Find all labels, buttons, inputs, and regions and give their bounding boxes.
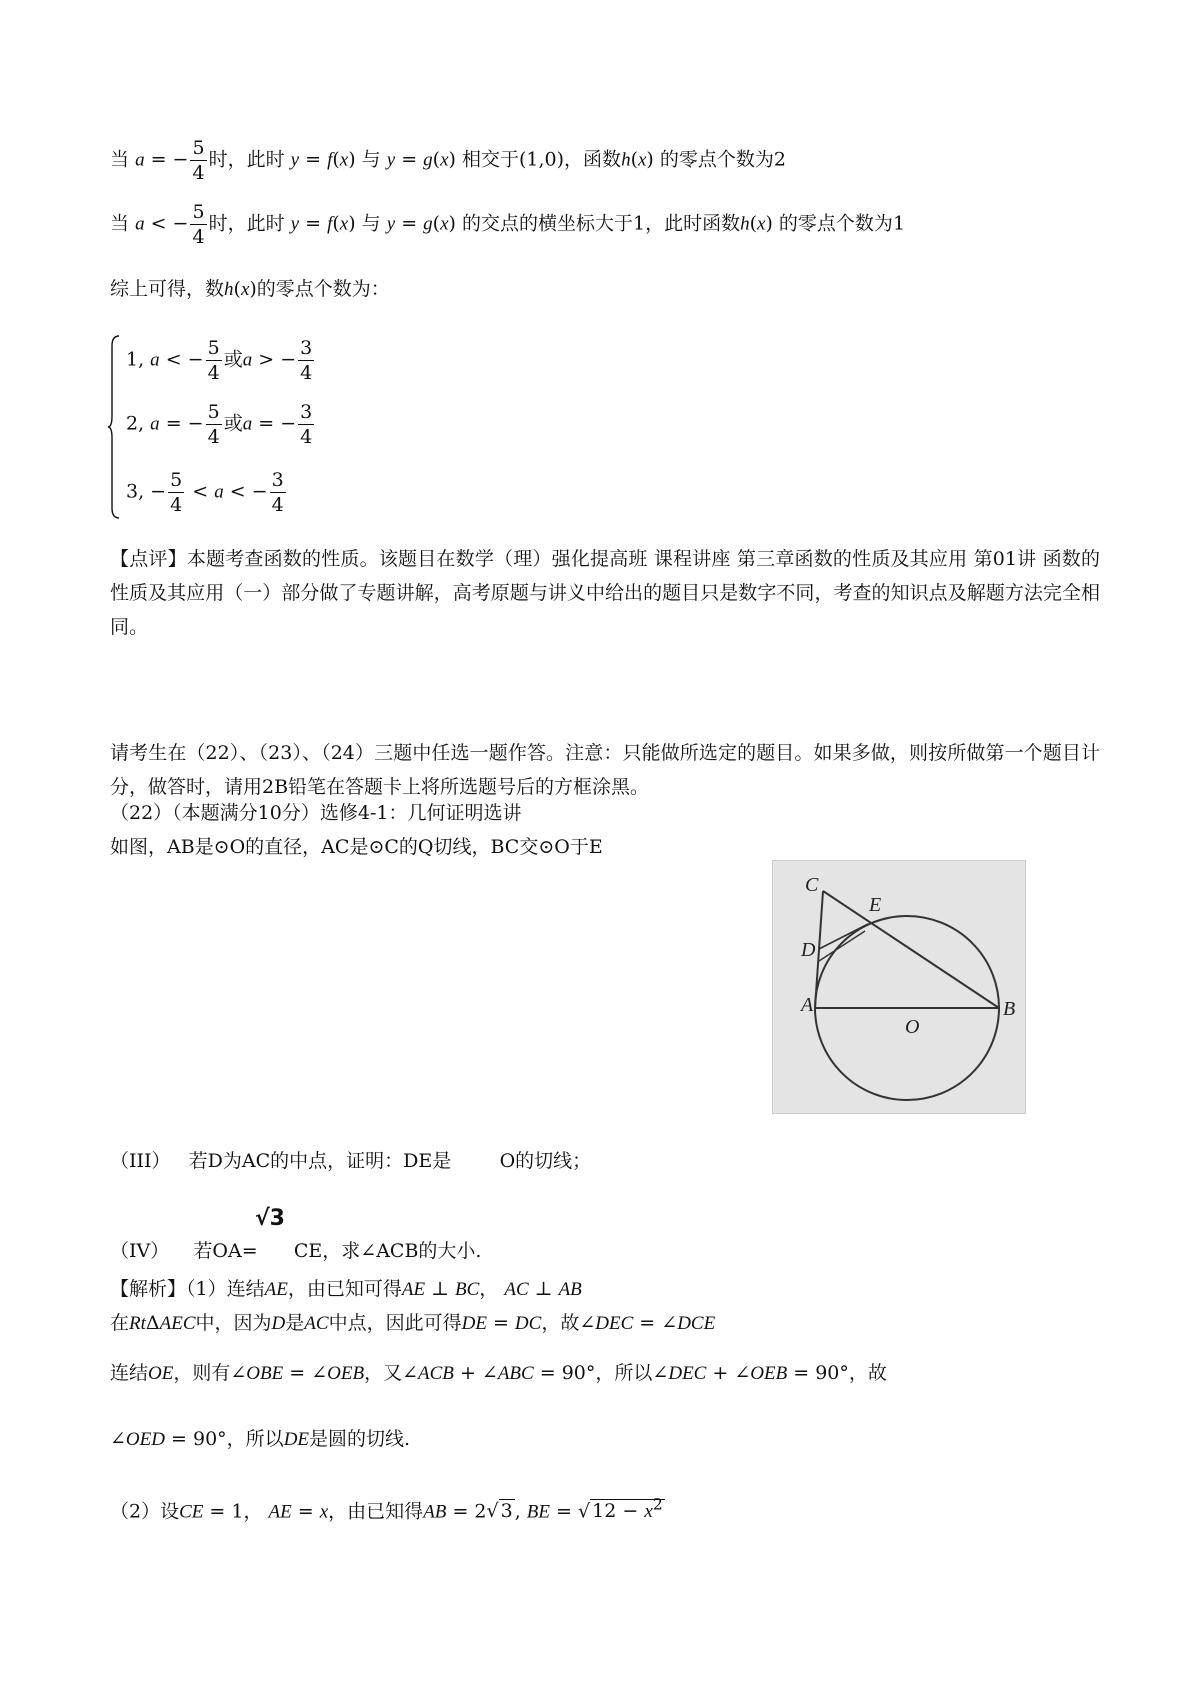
circle-diagram — [773, 861, 1025, 1113]
solution-line-2: 在RtΔAEC中，因为D是AC中点，因此可得DE = DC，故∠DEC = ∠DCE — [110, 1312, 716, 1334]
part-iii: （III） 若D为AC的中点，证明：DE是 O的切线； — [110, 1150, 592, 1172]
label-b: B — [1003, 998, 1016, 1020]
question-22-statement: 如图，AB是⊙O的直径，AC是⊙C的Q切线，BC交⊙O于E — [110, 836, 603, 858]
piecewise-case-3: 3, − $\frac{5}{4}$ < a < − $\frac{3}{4}$ — [126, 469, 284, 516]
label-e: E — [869, 894, 882, 916]
piecewise-case-1: 1, a < − $\frac{5}{4}$ 或a > − $\frac{3}{4}$ — [126, 337, 313, 384]
solution-line-5: （2）设CE = 1， AE = x，由已知得AB = 2√ 3 , BE = √ $12 - x^2$ — [110, 1495, 663, 1523]
label-o: O — [905, 1016, 920, 1038]
fraction: $\frac{5}{4}$ — [192, 137, 205, 184]
label-a: A — [801, 994, 814, 1016]
comment-tag: 【点评】 — [110, 548, 187, 570]
piecewise-brace — [108, 334, 120, 520]
instructions-paragraph: 请考生在（22）、（23）、（24）三题中任选一题作答。注意：只能做所选定的题目。如果多做，则按所做第一个题目计分，做答时，请用2B铅笔在答题卡上将所选题号后的方框涂黑。 — [110, 742, 1100, 798]
label-c: C — [805, 874, 819, 896]
part-iv: （IV） 若OA= CE，求∠ACB的大小. — [110, 1240, 482, 1262]
solution-line-3: 连结OE，则有∠OBE = ∠OEB，又∠ACB + ∠ABC = 90°，所以∠DEC + ∠OEB = 90°，故 — [110, 1362, 887, 1384]
fraction: $\frac{5}{4}$ — [192, 201, 205, 248]
piecewise-case-2: 2, a = − $\frac{5}{4}$ 或a = − $\frac{3}{4}$ — [126, 401, 313, 448]
case-line-1: 当 a = − $\frac{5}{4}$ 时，此时 y = f(x) 与 y = g(x) 相交于(1,0)，函数h(x) 的零点个数为2 — [110, 137, 786, 184]
geometry-figure — [772, 860, 1026, 1114]
question-22-title: （22）（本题满分10分）选修4-1：几何证明选讲 — [110, 802, 522, 824]
comment-text: 本题考查函数的性质。该题目在数学（理）强化提高班 课程讲座 第三章函数的性质及其应用 第01讲 函数的性质及其应用（一）部分做了专题讲解，高考原题与讲义中给出的题目只是数字不同，考查的知识点及解题方法完全相同。 — [110, 548, 1100, 638]
summary-line: 综上可得，数h(x)的零点个数为： — [110, 278, 390, 300]
case-line-2: 当 a < − $\frac{5}{4}$ 时，此时 y = f(x) 与 y = g(x) 的交点的横坐标大于1，此时函数h(x) 的零点个数为1 — [110, 201, 906, 248]
solution-line-1: 【解析】（1）连结AE，由已知可得AE ⊥ BC， AC ⊥ AB — [110, 1278, 582, 1300]
comment-paragraph — [110, 542, 1100, 644]
label-d: D — [801, 939, 816, 961]
sqrt3-symbol: √3 — [255, 1206, 285, 1231]
solution-line-4: ∠OED = 90°，所以DE是圆的切线. — [110, 1428, 411, 1450]
